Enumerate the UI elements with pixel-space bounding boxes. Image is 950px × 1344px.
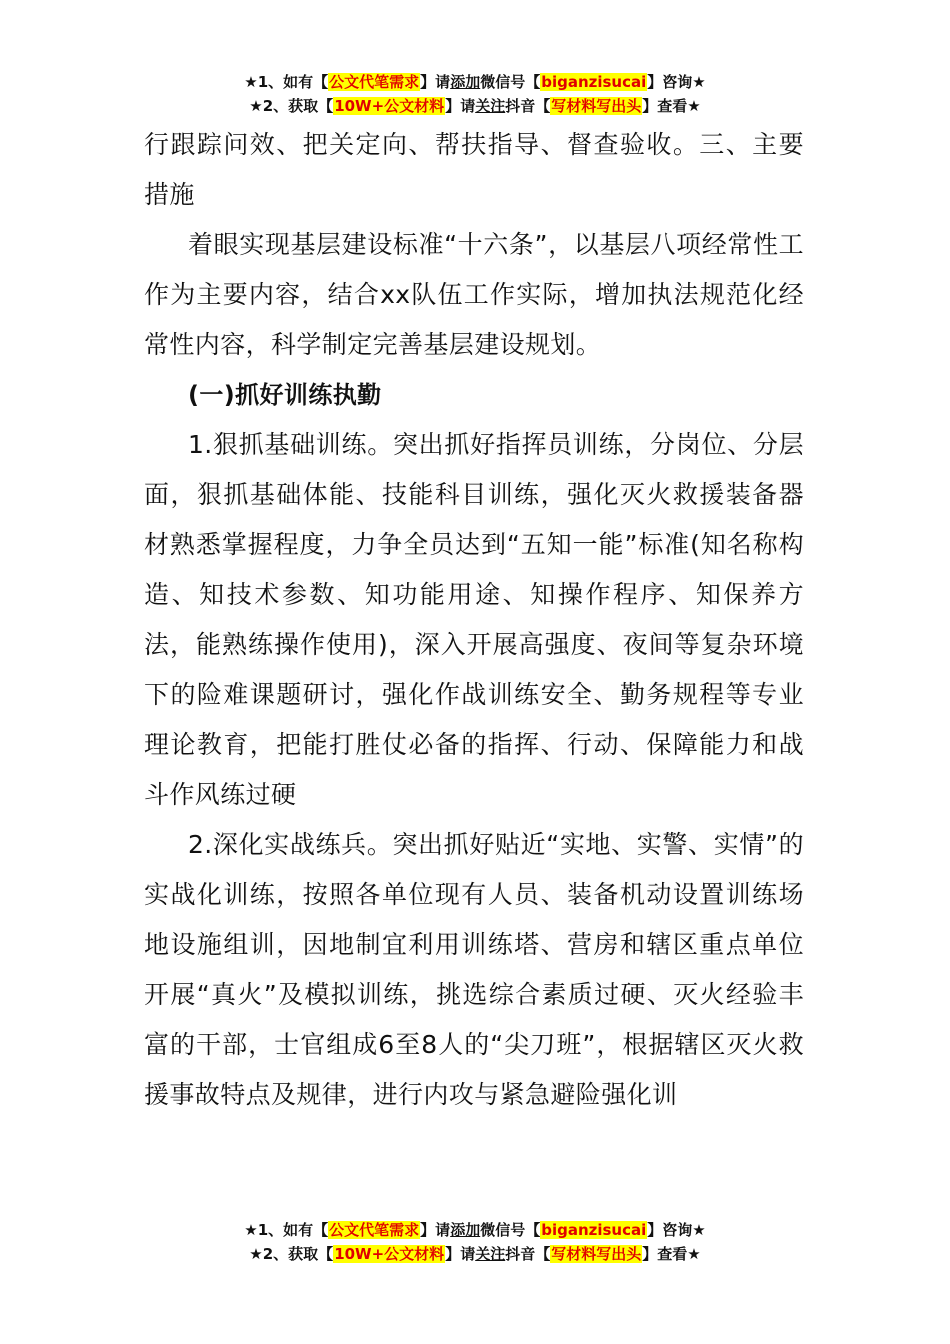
banner-underline: 关注 [475,1245,506,1263]
header-banner [0,70,950,118]
banner-line-2 [0,94,950,118]
banner-text: 抖音【 [505,97,551,115]
footer-banner [0,1218,950,1266]
banner-underline: 添加 [450,73,481,91]
banner-text: ★1、如有【 [244,1221,329,1239]
banner-highlight: 写材料写出头 [551,1245,642,1263]
banner-text: 微信号【 [480,73,541,91]
banner-text: ★2、获取【 [249,97,334,115]
banner-highlight: 10W+公文材料 [334,97,445,115]
banner-line-1 [0,70,950,94]
banner-text: 】请 [445,1245,476,1263]
banner-text: 】咨询★ [647,73,706,91]
banner-highlight: 写材料写出头 [551,97,642,115]
banner-text: 】请 [420,1221,451,1239]
banner-text: ★1、如有【 [244,73,329,91]
banner-text: 】咨询★ [647,1221,706,1239]
banner-text: 抖音【 [505,1245,551,1263]
banner-underline: 关注 [475,97,506,115]
banner-text: 】请 [420,73,451,91]
banner-text: 】查看★ [642,97,701,115]
banner-line-2 [0,1242,950,1266]
banner-text: 】查看★ [642,1245,701,1263]
paragraph-intro: 行跟踪问效、把关定向、帮扶指导、督查验收。三、主要措施 [144,130,804,209]
banner-highlight: 公文代笔需求 [329,73,420,91]
paragraph-1: 着眼实现基层建设标准“十六条”，以基层八项经常性工作为主要内容，结合xx队伍工作实际，增加执法规范化经常性内容，科学制定完善基层建设规划。 [144,230,804,359]
banner-text: 微信号【 [480,1221,541,1239]
banner-line-1 [0,1218,950,1242]
banner-highlight: biganzisucai [541,73,647,91]
banner-text: 】请 [445,97,476,115]
banner-highlight: 10W+公文材料 [334,1245,445,1263]
banner-highlight: 公文代笔需求 [329,1221,420,1239]
paragraph-3: 2.深化实战练兵。突出抓好贴近“实地、实警、实情”的实战化训练，按照各单位现有人员、装备机动设置训练场地设施组训，因地制宜利用训练塔、营房和辖区重点单位开展“真火”及模拟训练，挑选综合素质过硬、灭火经验丰富的干部，士官组成6至8人的“尖刀班”，根据辖区灭火救援事故特点及规律，进行内攻与紧急避险强化训 [144,830,804,1109]
paragraph-2: 1.狠抓基础训练。突出抓好指挥员训练，分岗位、分层面，狠抓基础体能、技能科目训练，强化灭火救援装备器材熟悉掌握程度，力争全员达到“五知一能”标准(知名称构造、知技术参数、知功能用途、知操作程序、知保养方法，能熟练操作使用)，深入开展高强度、夜间等复杂环境下的险难课题研讨，强化作战训练安全、勤务规程等专业理论教育，把能打胜仗必备的指挥、行动、保障能力和战斗作风练过硬 [144,430,804,809]
banner-underline: 添加 [450,1221,481,1239]
document-body [144,120,804,1120]
banner-text: ★2、获取【 [249,1245,334,1263]
banner-highlight: biganzisucai [541,1221,647,1239]
section-heading: (一)抓好训练执勤 [188,381,382,409]
